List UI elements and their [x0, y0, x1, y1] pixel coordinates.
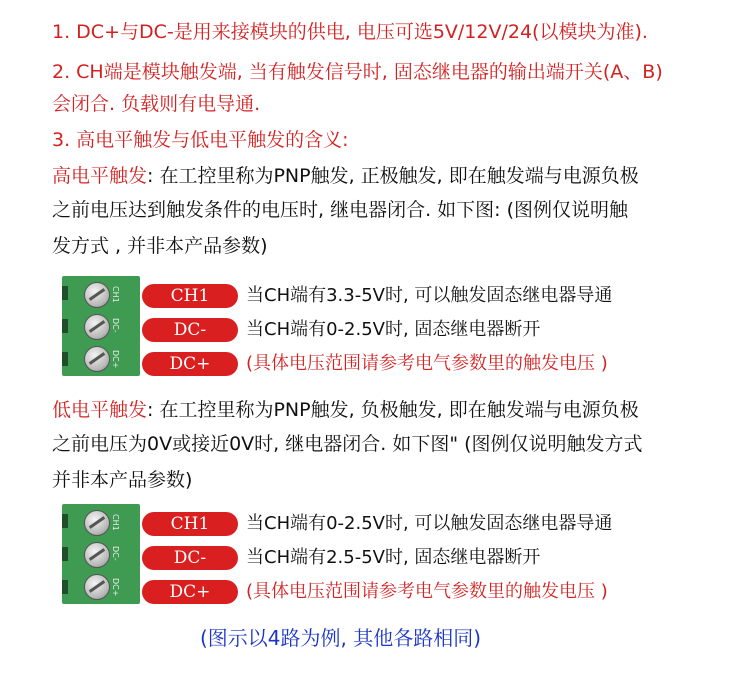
pill-ch1: CH1 [142, 284, 238, 308]
pill-ch1: CH1 [142, 512, 238, 536]
terminal-pin [62, 580, 68, 594]
silk-label-dc-plus: DC+ [111, 578, 120, 597]
high-row-3-desc: (具体电压范围请参考电气参数里的触发电压 ) [246, 353, 608, 374]
para-2-line-1: 2. CH端是模块触发端, 当有触发信号时, 固态继电器的输出端开关(A、B) [52, 61, 663, 83]
terminal-block [62, 276, 140, 376]
pill-dc-plus: DC+ [142, 580, 238, 604]
pill-dc-minus: DC- [142, 318, 238, 342]
pill-dc-plus: DC+ [142, 352, 238, 376]
low-trigger-diagram [62, 504, 742, 614]
terminal-pin [62, 286, 68, 300]
silk-label-dc-plus: DC+ [111, 350, 120, 369]
terminal-pin [62, 352, 68, 366]
para-1: 1. DC+与DC-是用来接模块的供电, 电压可选5V/12V/24(以模块为准). [52, 21, 648, 43]
silk-label-ch1: CH1 [111, 286, 120, 303]
low-trigger-line-2: 之前电压为0V或接近0V时, 继电器闭合. 如下图" (图例仅说明触发方式 [52, 433, 643, 455]
screw-icon [84, 510, 110, 536]
silk-label-ch1: CH1 [111, 514, 120, 531]
high-row-2-desc: 当CH端有0-2.5V时, 固态继电器断开 [246, 319, 541, 340]
screw-icon [84, 314, 110, 340]
terminal-block [62, 504, 140, 604]
low-trigger-label: 低电平触发 [52, 399, 148, 421]
terminal-pin [62, 514, 68, 528]
high-trigger-text-1: : 在工控里称为PNP触发, 正极触发, 即在触发端与电源负极 [147, 165, 639, 187]
silk-label-dc-minus: DC- [111, 318, 120, 333]
pill-dc-minus: DC- [142, 546, 238, 570]
high-trigger-diagram [62, 276, 742, 386]
terminal-pin [62, 319, 68, 333]
footer-note: (图示以4路为例, 其他各路相同) [200, 626, 482, 650]
high-trigger-line-3: 发方式 , 并非本产品参数) [52, 235, 268, 257]
screw-icon [84, 574, 110, 600]
high-row-1-desc: 当CH端有3.3-5V时, 可以触发固态继电器导通 [246, 285, 613, 306]
para-3: 3. 高电平触发与低电平触发的含义: [52, 129, 349, 151]
para-2-line-2: 会闭合. 负载则有电导通. [52, 93, 261, 115]
low-trigger-line-3: 并非本产品参数) [52, 469, 193, 491]
low-row-3-desc: (具体电压范围请参考电气参数里的触发电压 ) [246, 581, 608, 602]
low-trigger-line-1 [52, 398, 639, 422]
low-row-1-desc: 当CH端有0-2.5V时, 可以触发固态继电器导通 [246, 513, 613, 534]
high-trigger-line-1 [52, 164, 639, 188]
screw-icon [84, 346, 110, 372]
terminal-pin [62, 547, 68, 561]
low-trigger-text-1: : 在工控里称为PNP触发, 负极触发, 即在触发端与电源负极 [147, 399, 639, 421]
low-row-2-desc: 当CH端有2.5-5V时, 固态继电器断开 [246, 547, 541, 568]
high-trigger-label: 高电平触发 [52, 165, 148, 187]
screw-icon [84, 282, 110, 308]
screw-icon [84, 542, 110, 568]
high-trigger-line-2: 之前电压达到触发条件的电压时, 继电器闭合. 如下图: (图例仅说明触 [52, 199, 629, 221]
silk-label-dc-minus: DC- [111, 546, 120, 561]
